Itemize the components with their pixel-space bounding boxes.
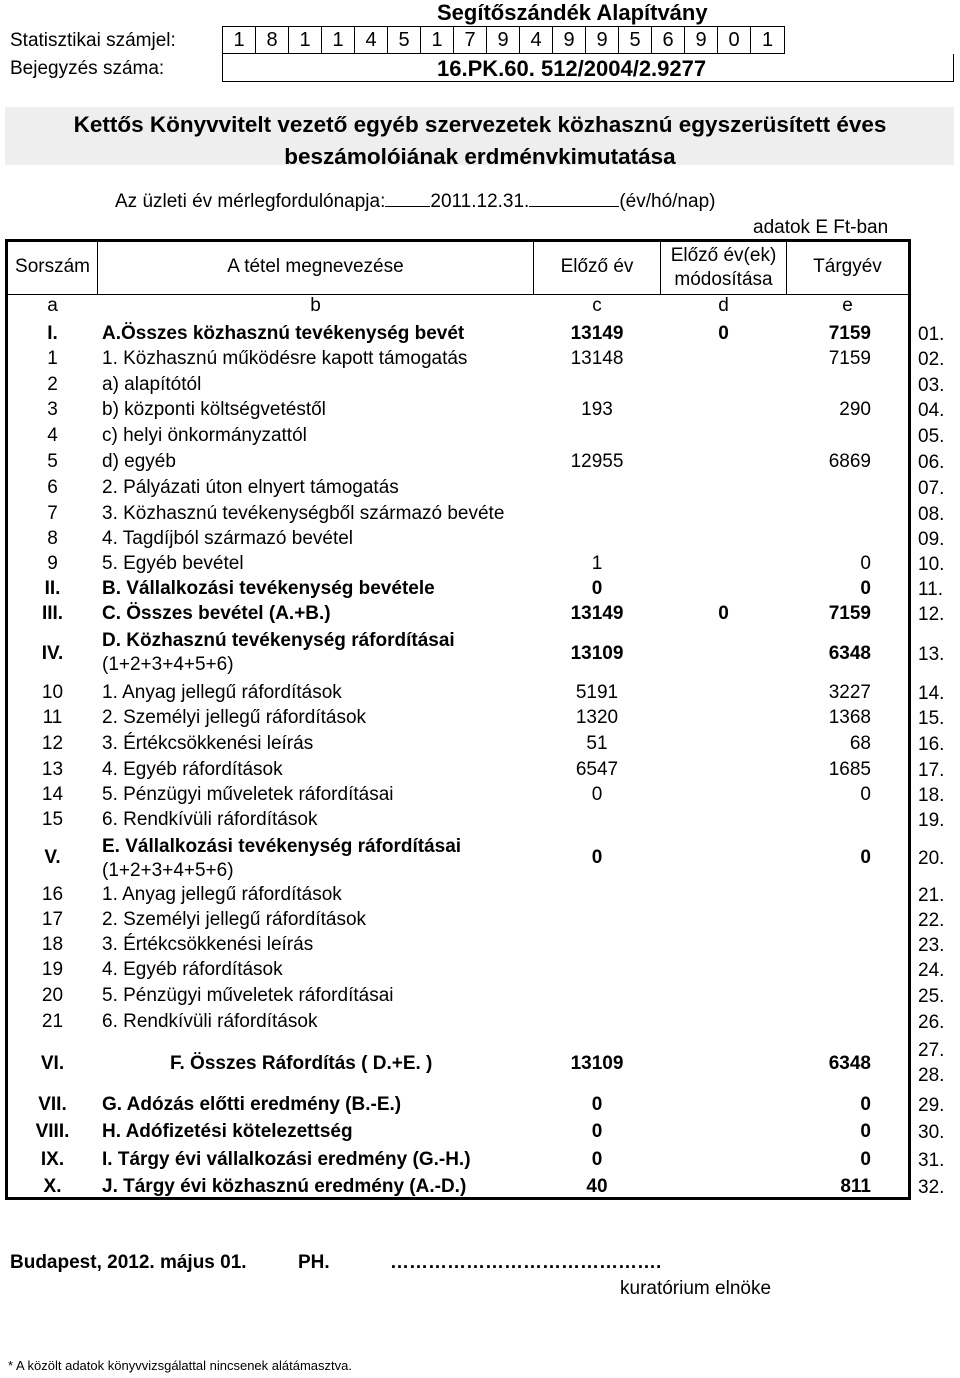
stat-digit: 9: [586, 27, 619, 53]
row-number: 21: [41, 1010, 64, 1032]
row-code: 24.: [918, 959, 945, 981]
row-number: VIII.: [35, 1120, 70, 1142]
row-number: 14: [41, 783, 64, 805]
row-number: I.: [47, 322, 58, 344]
stat-digit: 4: [355, 27, 388, 53]
current-year-value: 6869: [828, 450, 871, 472]
stat-number-boxes: [222, 26, 785, 54]
row-code: 08.: [918, 503, 945, 525]
stamp-label: PH.: [298, 1252, 330, 1273]
column-letter: a: [47, 295, 58, 316]
row-label: 6. Rendkívüli ráfordítások: [102, 808, 318, 830]
stat-digit: 1: [289, 27, 322, 53]
stat-digit: 0: [718, 27, 751, 53]
row-label: 2. Pályázati úton elnyert támogatás: [102, 476, 399, 498]
current-year-value: 1368: [828, 706, 871, 728]
row-code: 20.: [918, 847, 945, 869]
row-label: J. Tárgy évi közhasznú eredmény (A.-D.): [102, 1175, 467, 1197]
current-year-value: 0: [860, 1120, 871, 1142]
previous-year-value: 13109: [570, 643, 624, 664]
row-number: 7: [47, 502, 58, 524]
row-number: VI.: [40, 1053, 65, 1074]
row-code: 17.: [918, 759, 945, 781]
current-year-value: 0: [860, 552, 871, 574]
row-number: 10: [41, 681, 64, 703]
registration-number: 16.PK.60. 512/2004/2.9277: [437, 56, 707, 81]
current-year-value: 7159: [828, 602, 871, 624]
row-number: 13: [41, 758, 64, 780]
row-number: II.: [44, 577, 61, 599]
row-number: 17: [41, 908, 64, 930]
row-label: 3. Közhasznú tevékenységből származó bevéte: [102, 502, 505, 524]
column-letter: e: [842, 295, 853, 316]
current-year-value: 811: [840, 1175, 871, 1197]
header-previous-year: Előző év: [560, 256, 634, 277]
row-label: 4. Egyéb ráfordítások: [102, 958, 283, 980]
row-label: D. Közhasznú tevékenység ráfordításai: [102, 630, 455, 651]
stat-digit: 9: [487, 27, 520, 53]
header-item-name: A tétel megnevezése: [227, 256, 404, 277]
row-code: 28.: [918, 1065, 945, 1086]
balance-date: 2011.12.31.: [430, 191, 530, 212]
row-label: E. Vállalkozási tevékenység ráfordításai: [102, 836, 462, 857]
row-label: 1. Közhasznú működésre kapott támogatás: [102, 347, 468, 369]
stat-number-label: Statisztikai számjel:: [10, 30, 176, 51]
row-code: 05.: [918, 425, 945, 447]
stat-digit: 1: [322, 27, 355, 53]
row-label: d) egyéb: [102, 450, 176, 472]
stat-digit: 6: [652, 27, 685, 53]
row-label: F. Összes Ráfordítás ( D.+E. ): [170, 1053, 433, 1074]
previous-year-value: 0: [591, 577, 603, 599]
unit-note: adatok E Ft-ban: [753, 217, 889, 238]
row-code: 10.: [918, 553, 945, 575]
current-year-value: 0: [860, 577, 871, 599]
row-code: 32.: [918, 1176, 945, 1198]
row-label: 4. Tagdíjból származó bevétel: [102, 527, 354, 549]
row-number: 16: [41, 883, 64, 905]
row-label: C. Összes bevétel (A.+B.): [102, 602, 331, 624]
row-code: 31.: [918, 1149, 945, 1171]
row-code: 03.: [918, 374, 945, 396]
row-number: VII.: [38, 1093, 67, 1115]
stat-digit: 9: [685, 27, 718, 53]
row-code: 29.: [918, 1094, 945, 1116]
row-label: 2. Személyi jellegű ráfordítások: [102, 908, 367, 930]
stat-digit: 1: [223, 27, 256, 53]
row-number: 11: [42, 706, 63, 728]
row-number: 5: [47, 450, 58, 472]
row-code: 04.: [918, 399, 945, 421]
header-modification-2: módosítása: [674, 269, 773, 290]
stat-digit: 1: [761, 29, 774, 51]
modification-value: 0: [718, 322, 729, 344]
row-code: 23.: [918, 934, 945, 956]
previous-year-value: 5191: [575, 681, 619, 703]
row-code: 09.: [918, 528, 945, 550]
header-current-year: Tárgyév: [813, 256, 882, 277]
previous-year-value: 40: [586, 1175, 608, 1197]
row-label: 1. Anyag jellegű ráfordítások: [102, 883, 342, 905]
row-code: 18.: [918, 784, 945, 806]
previous-year-value: 0: [591, 1120, 603, 1142]
previous-year-value: 12955: [570, 450, 624, 472]
row-number: 3: [47, 398, 58, 420]
row-number: IV.: [41, 643, 64, 664]
row-label: 4. Egyéb ráfordítások: [102, 758, 283, 780]
row-label: b) központi költségvetéstől: [102, 398, 326, 420]
previous-year-value: 1: [591, 552, 603, 574]
row-label: 2. Személyi jellegű ráfordítások: [102, 706, 367, 728]
row-code: 12.: [918, 603, 945, 625]
row-number: III.: [41, 602, 64, 624]
previous-year-value: 13149: [570, 322, 624, 344]
previous-year-value: 0: [591, 1148, 603, 1170]
row-label-formula: (1+2+3+4+5+6): [102, 654, 234, 675]
row-code: 01.: [918, 323, 945, 345]
row-code: 21.: [918, 884, 945, 906]
row-label: B. Vállalkozási tevékenység bevétele: [102, 577, 435, 599]
current-year-value: 68: [849, 732, 871, 754]
row-code: 07.: [918, 477, 945, 499]
row-code: 15.: [918, 707, 945, 729]
current-year-value: 0: [860, 783, 871, 805]
report-title-line1: Kettős Könyvvitelt vezető egyéb szervezetek közhasznú egyszerüsített éves: [73, 112, 887, 137]
underline: [385, 190, 430, 207]
row-number: 18: [41, 933, 64, 955]
row-code: 30.: [918, 1121, 945, 1143]
place-date: Budapest, 2012. május 01.: [10, 1252, 247, 1273]
row-code: 25.: [918, 985, 945, 1007]
row-code: 06.: [918, 451, 945, 473]
stat-digit: 5: [619, 27, 652, 53]
current-year-value: 1685: [828, 758, 871, 780]
row-code: 14.: [918, 682, 945, 704]
row-number: 6: [47, 476, 58, 498]
previous-year-value: 51: [586, 732, 608, 754]
previous-year-value: 0: [591, 846, 603, 868]
row-number: X.: [43, 1175, 62, 1197]
row-number: 15: [41, 808, 64, 830]
report-title-line2: beszámolóiának erdménvkimutatása: [284, 144, 676, 169]
column-letter: c: [592, 295, 602, 316]
row-number: 12: [41, 732, 64, 754]
current-year-value: 7159: [828, 347, 871, 369]
row-label: 3. Értékcsökkenési leírás: [102, 732, 314, 754]
current-year-value: 6348: [828, 643, 871, 664]
current-year-value: 6348: [828, 1053, 871, 1074]
balance-date-label: Az üzleti év mérlegfordulónapja:: [115, 191, 386, 212]
row-number: 9: [47, 552, 58, 574]
previous-year-value: 1320: [575, 706, 619, 728]
balance-date-line: [115, 190, 715, 213]
stat-digit: 1: [421, 27, 454, 53]
current-year-value: 0: [860, 1093, 871, 1115]
registration-label: Bejegyzés száma:: [10, 58, 165, 79]
stat-digit: 4: [520, 27, 553, 53]
organization-name: Segítőszándék Alapítvány: [437, 0, 708, 25]
row-label-formula: (1+2+3+4+5+6): [102, 860, 234, 881]
stat-digit: 7: [454, 27, 487, 53]
header-modification-1: Előző év(ek): [670, 245, 777, 266]
current-year-value: 0: [860, 846, 871, 868]
row-label: 6. Rendkívüli ráfordítások: [102, 1010, 318, 1032]
row-number: V.: [44, 846, 61, 868]
previous-year-value: 13109: [570, 1053, 624, 1074]
date-format: (év/hó/nap): [619, 191, 716, 212]
stat-digit: 8: [256, 27, 289, 53]
row-code: 13.: [918, 644, 945, 665]
current-year-value: 3227: [828, 681, 871, 703]
row-label: c) helyi önkormányzattól: [102, 424, 307, 446]
row-number: 20: [41, 984, 64, 1006]
previous-year-value: 193: [581, 398, 613, 420]
row-label: 1. Anyag jellegű ráfordítások: [102, 681, 342, 703]
row-label: G. Adózás előtti eredmény (B.-E.): [102, 1093, 402, 1115]
current-year-value: 290: [839, 398, 871, 420]
underline: [529, 190, 619, 207]
column-letter: d: [718, 295, 729, 316]
stat-digit: 9: [553, 27, 586, 53]
row-label: 3. Értékcsökkenési leírás: [102, 933, 314, 955]
row-number: 2: [47, 373, 58, 395]
row-label: 5. Egyéb bevétel: [102, 552, 244, 574]
previous-year-value: 13148: [570, 347, 624, 369]
row-label: 5. Pénzügyi műveletek ráfordításai: [102, 984, 394, 1006]
row-number: 4: [47, 424, 58, 446]
modification-value: 0: [718, 602, 729, 624]
previous-year-value: 6547: [575, 758, 619, 780]
row-number: 19: [41, 958, 64, 980]
header-sorszam: Sorszám: [15, 256, 90, 277]
row-code: 02.: [918, 348, 945, 370]
row-label: a) alapítótól: [102, 373, 202, 395]
current-year-value: 0: [860, 1148, 871, 1170]
current-year-value: 7159: [828, 322, 871, 344]
row-code: 11.: [918, 578, 944, 600]
row-code: 19.: [918, 809, 945, 831]
footnote: * A közölt adatok könyvvizsgálattal nincsenek alátámasztva.: [8, 1358, 352, 1373]
row-number: 1: [47, 347, 58, 369]
row-code: 26.: [918, 1011, 945, 1033]
row-number: 8: [47, 527, 58, 549]
stat-digit: 5: [388, 27, 421, 53]
previous-year-value: 13149: [570, 602, 624, 624]
row-code: 16.: [918, 733, 945, 755]
row-label: H. Adófizetési kötelezettség: [102, 1120, 353, 1142]
signer-title: kuratórium elnöke: [620, 1278, 772, 1299]
row-label: 5. Pénzügyi műveletek ráfordításai: [102, 783, 394, 805]
row-label: A.Összes közhasznú tevékenység bevét: [102, 322, 465, 344]
previous-year-value: 0: [591, 1093, 603, 1115]
row-number: IX.: [40, 1148, 65, 1170]
row-code: 27.: [918, 1040, 945, 1061]
previous-year-value: 0: [591, 783, 603, 805]
row-code: 22.: [918, 909, 945, 931]
signature-line: …………………………………….: [390, 1252, 662, 1273]
row-label: I. Tárgy évi vállalkozási eredmény (G.-H.): [102, 1148, 471, 1170]
column-letter: b: [310, 295, 321, 316]
